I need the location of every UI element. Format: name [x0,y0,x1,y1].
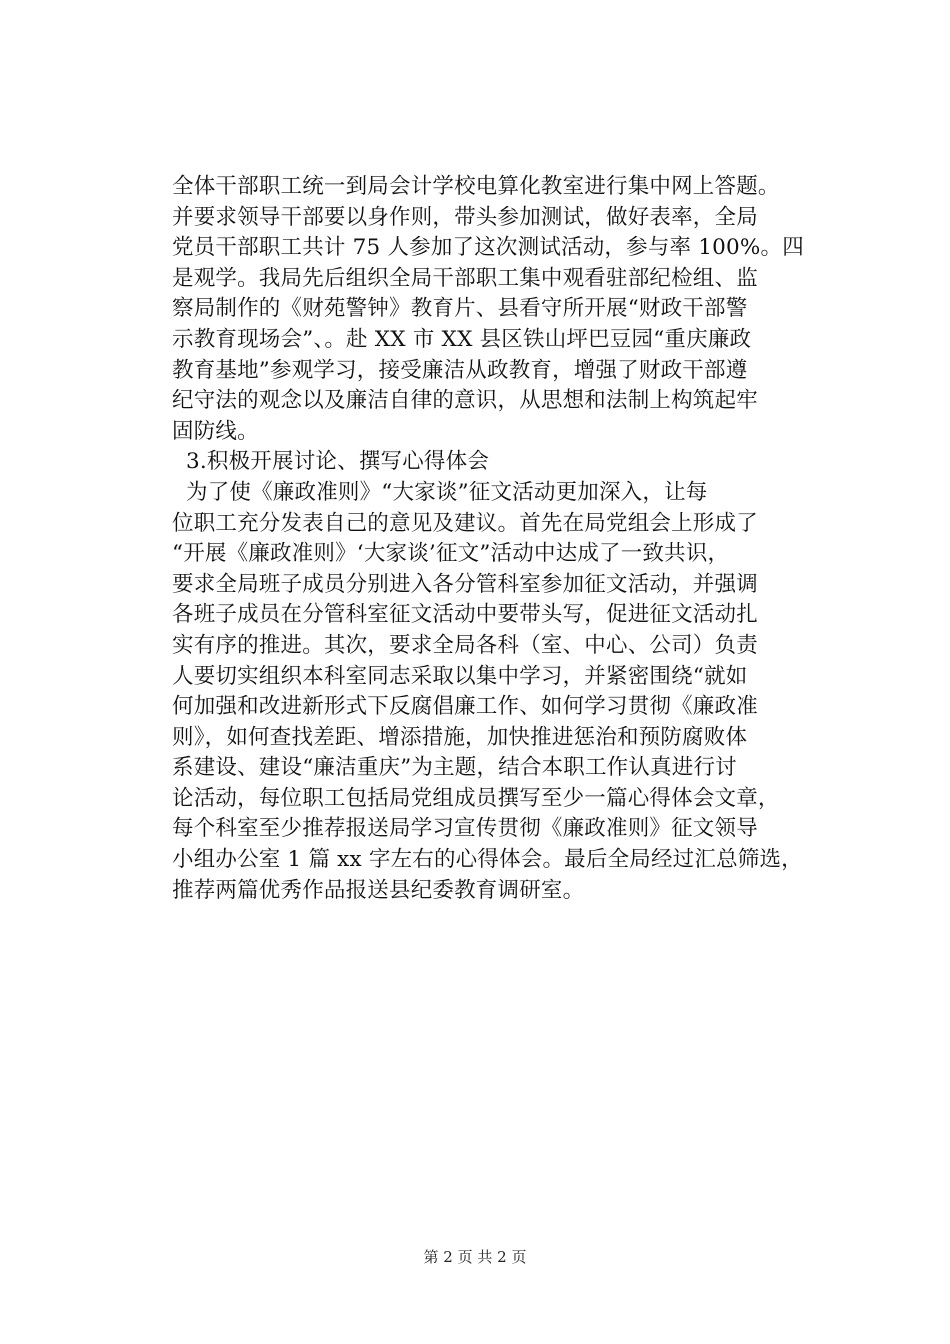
text-line: 全体干部职工统一到局会计学校电算化教室进行集中网上答题。 [172,174,780,199]
text-line: 纪守法的观念以及廉洁自律的意识，从思想和法制上构筑起牢 [172,388,758,414]
text-line: 各班子成员在分管科室征文活动中要带头写，促进征文活动扎 [172,602,758,628]
page-number-footer: 第 2 页 共 2 页 [423,1248,527,1266]
text-line: 为了使《廉政准则》“大家谈”征文活动更加深入，让每 [186,479,708,505]
text-line: 人要切实组织本科室同志采取以集中学习，并紧密围绕“就如 [172,663,748,689]
section-heading: 3.积极开展讨论、撰写心得体会 [186,449,490,475]
text-line: “开展《廉政准则》‘大家谈’征文”活动中达成了一致共识， [172,541,730,567]
text-line: 是观学。我局先后组织全局干部职工集中观看驻部纪检组、监 [172,265,758,291]
text-line: 要求全局班子成员分别进入各分管科室参加征文活动，并强调 [172,571,758,597]
text-line: 则》，如何查找差距、增添措施，加快推进惩治和预防腐败体 [172,724,748,750]
text-line: 察局制作的《财苑警钟》教育片、县看守所开展“财政干部警 [172,296,748,322]
text-line: 小组办公室 1 篇 xx 字左右的心得体会。最后全局经过汇总筛选， [172,847,803,873]
document-body [172,172,804,906]
text-line: 推荐两篇优秀作品报送县纪委教育调研室。 [172,877,585,903]
text-line: 系建设、建设“廉洁重庆”为主题，结合本职工作认真进行讨 [172,755,737,781]
text-line: 示教育现场会”、。赴 XX 市 XX 县区铁山坪巴豆园“重庆廉政 [172,326,752,352]
text-line: 实有序的推进。其次，要求全局各科（室、中心、公司）负责 [172,632,758,658]
text-line: 论活动，每位职工包括局党组成员撰写至少一篇心得体会文章， [172,785,780,811]
text-line: 教育基地”参观学习，接受廉洁从政教育，增强了财政干部遵 [172,357,748,383]
text-line: 并要求领导干部要以身作则，带头参加测试，做好表率，全局 [172,204,758,230]
text-line: 固防线。 [172,418,259,444]
text-line: 位职工充分发表自己的意见及建议。首先在局党组会上形成了 [172,510,758,536]
text-line: 党员干部职工共计 75 人参加了这次测试活动，参与率 100%。四 [172,235,804,261]
text-line: 每个科室至少推荐报送局学习宣传贯彻《廉政准则》征文领导 [172,816,758,842]
text-line: 何加强和改进新形式下反腐倡廉工作、如何学习贯彻《廉政准 [172,694,758,720]
